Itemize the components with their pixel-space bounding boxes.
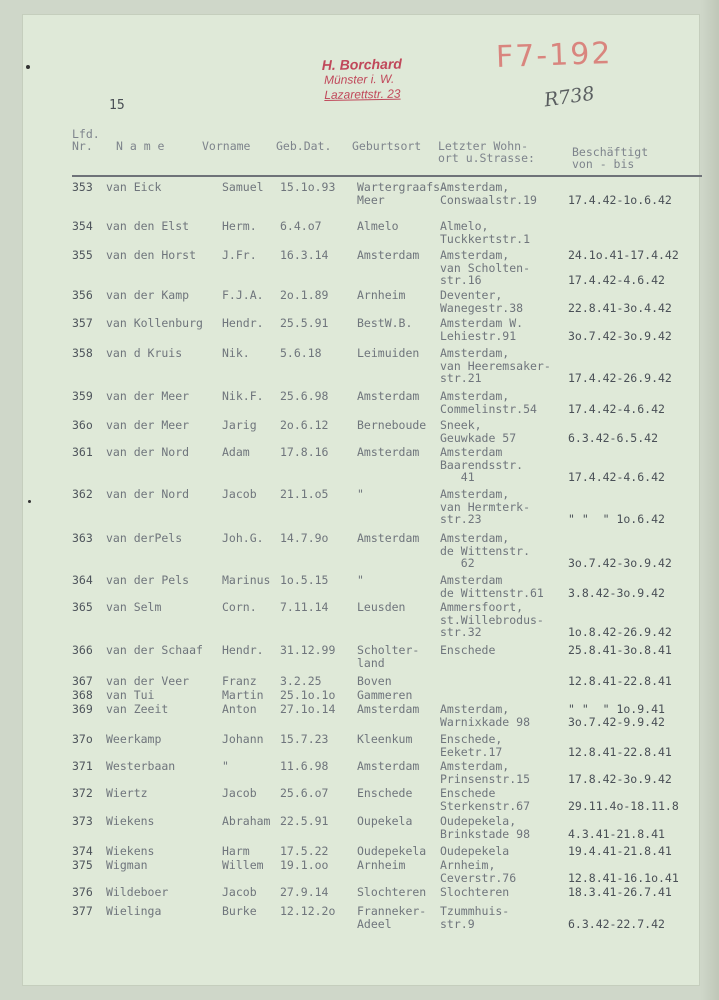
cell-gebdat: 21.1.o5: [280, 487, 329, 501]
cell-vorname: F.J.A.: [222, 288, 264, 302]
cell-vorname: Jacob: [222, 786, 257, 800]
cell-period: 1o.8.42-26.9.42: [568, 625, 672, 639]
cell-name: Wiertz: [106, 786, 148, 800]
cell-nr: 368: [72, 688, 93, 702]
cell-nr: 37o: [72, 732, 93, 746]
cell-period: 24.1o.41-17.4.42 17.4.42-4.6.42: [568, 248, 679, 287]
cell-gebdat: 22.5.91: [280, 814, 329, 828]
cell-period: 25.8.41-3o.8.41: [568, 643, 672, 657]
cell-name: van Kollenburg: [106, 316, 203, 330]
cell-gebdat: 1o.5.15: [280, 573, 329, 587]
punch-mark: [26, 65, 30, 69]
cell-geburtsort: Arnheim: [357, 288, 406, 302]
cell-name: van Tui: [106, 688, 155, 702]
cell-nr: 364: [72, 573, 93, 587]
cell-geburtsort: Almelo: [357, 219, 399, 233]
cell-period: 3.8.42-3o.9.42: [568, 585, 665, 600]
cell-period: 17.8.42-3o.9.42: [568, 771, 672, 786]
cell-vorname: Jacob: [222, 885, 257, 899]
cell-nr: 375: [72, 858, 93, 872]
cell-wohnort: Enschede: [440, 643, 496, 657]
cell-nr: 365: [72, 600, 93, 614]
cell-geburtsort: Amsterdam: [357, 389, 420, 403]
cell-wohnort: Almelo, Tuckkertstr.1: [440, 219, 531, 246]
header-lfd-nr: Lfd. Nr.: [72, 127, 100, 153]
cell-gebdat: 7.11.14: [280, 600, 329, 614]
cell-name: van Zeeit: [106, 702, 169, 716]
cell-name: van den Elst: [106, 219, 190, 233]
cell-geburtsort: Oudepekela: [357, 844, 427, 858]
cell-vorname: Samuel: [222, 180, 264, 194]
page-number: 15: [109, 98, 125, 113]
stamp-line-1: H. Borchard: [321, 55, 402, 74]
cell-gebdat: 27.1o.14: [280, 702, 336, 716]
cell-nr: 376: [72, 885, 93, 899]
cell-geburtsort: Oupekela: [357, 814, 413, 828]
cell-period: 3o.7.42-3o.9.42: [568, 556, 672, 570]
cell-period: 17.4.42-4.6.42: [568, 401, 665, 416]
cell-wohnort: Amsterdam, de Wittenstr. 62: [440, 531, 531, 570]
cell-period: 22.8.41-3o.4.42: [568, 300, 672, 315]
cell-vorname: Jarig: [222, 418, 257, 432]
cell-name: van der Veer: [106, 674, 190, 688]
cell-name: van den Horst: [106, 248, 197, 262]
cell-geburtsort: Amsterdam: [357, 531, 420, 545]
cell-name: van Eick: [106, 180, 162, 194]
cell-wohnort: Enschede, Eeketr.17: [440, 732, 503, 759]
cell-nr: 356: [72, 288, 93, 302]
cell-name: van der Schaaf: [106, 643, 203, 657]
cell-nr: 36o: [72, 418, 93, 432]
cell-gebdat: 25.1o.1o: [280, 688, 336, 702]
cell-wohnort: Slochteren: [440, 885, 510, 899]
cell-nr: 369: [72, 702, 93, 716]
cell-nr: 357: [72, 316, 93, 330]
cell-nr: 371: [72, 759, 93, 773]
cell-geburtsort: Franneker- Adeel: [357, 904, 427, 931]
cell-period: 17.4.42-4.6.42: [568, 470, 665, 484]
cell-period: 12.8.41-16.1o.41: [568, 870, 679, 885]
cell-period: 17.4.42-26.9.42: [568, 371, 672, 385]
cell-name: van der Nord: [106, 487, 190, 501]
stamp-line-3: Lazarettstr. 23: [324, 86, 401, 103]
cell-name: van der Nord: [106, 445, 190, 459]
cell-vorname: Willem: [222, 858, 264, 872]
cell-gebdat: 25.5.91: [280, 316, 329, 330]
cell-nr: 372: [72, 786, 93, 800]
cell-wohnort: Enschede Sterkenstr.67: [440, 786, 531, 813]
cell-geburtsort: Amsterdam: [357, 248, 420, 262]
cell-gebdat: 17.8.16: [280, 445, 329, 459]
cell-geburtsort: Amsterdam: [357, 759, 420, 773]
cell-vorname: Jacob: [222, 487, 257, 501]
cell-wohnort: Amsterdam, Commelinstr.54: [440, 389, 537, 416]
cell-geburtsort: Leusden: [357, 600, 406, 614]
cell-nr: 374: [72, 844, 93, 858]
header-geburtsort: Geburtsort: [352, 139, 422, 153]
cell-gebdat: 19.1.oo: [280, 858, 329, 872]
cell-name: van der Kamp: [106, 288, 190, 302]
cell-wohnort: Amsterdam de Wittenstr.61: [440, 573, 544, 600]
cell-geburtsort: ": [357, 487, 364, 501]
cell-period: 4.3.41-21.8.41: [568, 826, 665, 841]
handwritten-archive-number: R738: [542, 82, 596, 112]
cell-wohnort: Amsterdam, Prinsenstr.15: [440, 759, 531, 786]
cell-period: " " " 1o.6.42: [568, 512, 665, 526]
cell-period: 19.4.41-21.8.41: [568, 844, 672, 858]
cell-period: 17.4.42-1o.6.42: [568, 192, 672, 207]
cell-nr: 373: [72, 814, 93, 828]
cell-gebdat: 25.6.98: [280, 389, 329, 403]
cell-vorname: Joh.G.: [222, 531, 264, 545]
punch-mark: [28, 500, 31, 503]
cell-gebdat: 27.9.14: [280, 885, 329, 899]
cell-wohnort: Amsterdam W. Lehiestr.91: [440, 316, 524, 343]
address-stamp: [322, 56, 443, 103]
cell-vorname: Marinus: [222, 573, 271, 587]
cell-vorname: Corn.: [222, 600, 257, 614]
cell-geburtsort: Leimuiden: [357, 346, 420, 360]
cell-geburtsort: Amsterdam: [357, 445, 420, 459]
cell-geburtsort: Kleenkum: [357, 732, 413, 746]
cell-period: 6.3.42-6.5.42: [568, 430, 659, 445]
cell-vorname: Hendr.: [222, 643, 264, 657]
cell-nr: 355: [72, 248, 93, 262]
header-beschaeftigt: Beschäftigt von - bis: [572, 145, 649, 171]
cell-period: 12.8.41-22.8.41: [568, 744, 672, 759]
cell-geburtsort: Gammeren: [357, 688, 413, 702]
header-vorname: Vorname: [202, 139, 251, 153]
cell-name: Wiekens: [106, 814, 155, 828]
stamp-line-2: Münster i. W.: [323, 71, 395, 88]
cell-wohnort: Ammersfoort, st.Willebrodus- str.32: [440, 600, 544, 639]
cell-name: van d Kruis: [106, 346, 183, 360]
cell-geburtsort: ": [357, 573, 364, 587]
cell-nr: 358: [72, 346, 93, 360]
cell-gebdat: 6.4.o7: [280, 219, 322, 233]
header-name: N a m e: [116, 139, 165, 153]
cell-gebdat: 11.6.98: [280, 759, 329, 773]
cell-gebdat: 12.12.2o: [280, 904, 336, 918]
cell-period: 6.3.42-22.7.42: [568, 916, 665, 931]
cell-period: 18.3.41-26.7.41: [568, 885, 672, 899]
cell-nr: 363: [72, 531, 93, 545]
cell-geburtsort: Slochteren: [357, 885, 427, 899]
cell-wohnort: Tzummhuis- str.9: [440, 904, 510, 931]
cell-wohnort: Amsterdam, van Hermterk- str.23: [440, 487, 531, 526]
cell-gebdat: 17.5.22: [280, 844, 329, 858]
cell-gebdat: 15.1o.93: [280, 180, 336, 194]
cell-period: 29.11.4o-18.11.8: [568, 798, 679, 813]
cell-nr: 359: [72, 389, 93, 403]
cell-name: van der Meer: [106, 418, 190, 432]
cell-gebdat: 31.12.99: [280, 643, 336, 657]
cell-nr: 367: [72, 674, 93, 688]
header-rule: [72, 175, 702, 177]
cell-geburtsort: Wartergraafs- Meer: [357, 180, 448, 207]
cell-gebdat: 15.7.23: [280, 732, 329, 746]
cell-name: Wigman: [106, 858, 148, 872]
cell-name: Wiekens: [106, 844, 155, 858]
cell-name: Wielinga: [106, 904, 162, 918]
cell-geburtsort: BestW.B.: [357, 316, 413, 330]
cell-period: 12.8.41-22.8.41: [568, 674, 672, 688]
cell-geburtsort: Enschede: [357, 786, 413, 800]
cell-name: Westerbaan: [106, 759, 176, 773]
cell-vorname: Johann: [222, 732, 264, 746]
cell-wohnort: Amsterdam, Conswaalstr.19: [440, 180, 537, 207]
cell-vorname: Burke: [222, 904, 257, 918]
cell-wohnort: Sneek, Geuwkade 57: [440, 418, 517, 445]
cell-nr: 362: [72, 487, 93, 501]
scan-edge: [701, 0, 719, 1000]
cell-wohnort: Arnheim, Ceverstr.76: [440, 858, 517, 885]
cell-vorname: Herm.: [222, 219, 257, 233]
cell-period: 3o.7.42-3o.9.42: [568, 328, 672, 343]
cell-gebdat: 16.3.14: [280, 248, 329, 262]
cell-vorname: Adam: [222, 445, 250, 459]
cell-geburtsort: Scholter- land: [357, 643, 420, 670]
cell-vorname: Nik.F.: [222, 389, 264, 403]
header-geb-dat: Geb.Dat.: [276, 139, 332, 153]
cell-name: van der Meer: [106, 389, 190, 403]
cell-geburtsort: Berneboude: [357, 418, 427, 432]
cell-vorname: Nik.: [222, 346, 250, 360]
cell-gebdat: 2o.6.12: [280, 418, 329, 432]
cell-gebdat: 14.7.9o: [280, 531, 329, 545]
cell-gebdat: 25.6.o7: [280, 786, 329, 800]
cell-vorname: Martin: [222, 688, 264, 702]
cell-vorname: Harm: [222, 844, 250, 858]
cell-vorname: J.Fr.: [222, 248, 257, 262]
cell-vorname: ": [222, 759, 229, 773]
cell-name: Wildeboer: [106, 885, 169, 899]
cell-vorname: Franz: [222, 674, 257, 688]
cell-nr: 353: [72, 180, 93, 194]
cell-nr: 366: [72, 643, 93, 657]
cell-geburtsort: Boven: [357, 674, 392, 688]
cell-nr: 354: [72, 219, 93, 233]
cell-gebdat: 3.2.25: [280, 674, 322, 688]
cell-vorname: Abraham: [222, 814, 271, 828]
cell-name: Weerkamp: [106, 732, 162, 746]
cell-wohnort: Oudepekela, Brinkstade 98: [440, 814, 531, 841]
cell-wohnort: Amsterdam, van Heeremsaker- str.21: [440, 346, 551, 385]
cell-wohnort: Deventer, Wanegestr.38: [440, 288, 524, 315]
cell-wohnort: Amsterdam Baarendsstr. 41: [440, 445, 524, 484]
cell-gebdat: 5.6.18: [280, 346, 322, 360]
cell-name: van derPels: [106, 531, 183, 545]
cell-geburtsort: Arnheim: [357, 858, 406, 872]
cell-wohnort: Amsterdam, van Scholten- str.16: [440, 248, 531, 287]
cell-wohnort: Oudepekela: [440, 844, 510, 858]
cell-vorname: Hendr.: [222, 316, 264, 330]
cell-nr: 361: [72, 445, 93, 459]
cell-name: van Selm: [106, 600, 162, 614]
cell-name: van der Pels: [106, 573, 190, 587]
cell-gebdat: 2o.1.89: [280, 288, 329, 302]
handwritten-reference: F7-192: [495, 35, 614, 76]
cell-nr: 377: [72, 904, 93, 918]
header-letzter-wohnort: Letzter Wohn- ort u.Strasse:: [438, 139, 535, 165]
cell-vorname: Anton: [222, 702, 257, 716]
cell-wohnort: Amsterdam, Warnixkade 98: [440, 702, 531, 729]
cell-geburtsort: Amsterdam: [357, 702, 420, 716]
cell-period: " " " 1o.9.41 3o.7.42-9.9.42: [568, 702, 665, 729]
